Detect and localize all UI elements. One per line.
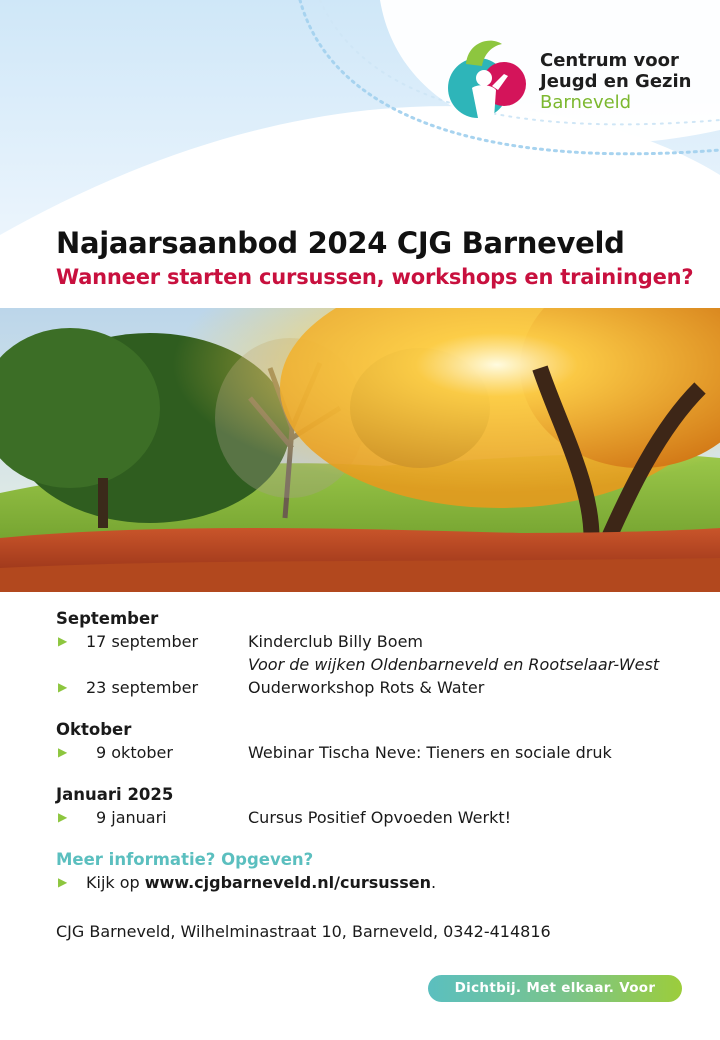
event-title: Cursus Positief Opvoeden Werkt! [248,808,512,827]
cjg-logo [442,36,702,126]
event-date: 23 september [86,678,199,697]
play-arrow-icon: ▶ [58,875,68,889]
info-text [86,871,436,894]
event-title: Webinar Tischa Neve: Tieners en sociale druk [248,743,612,762]
list-item [56,741,696,764]
event-note [56,653,696,676]
info-suffix: . [430,873,437,892]
info-prefix: Kijk op [86,873,145,892]
logo-line-2: Jeugd en Gezin [540,71,692,92]
page-subtitle: Wanneer starten cursussen, workshops en trainingen? [56,265,694,289]
info-line [56,871,696,894]
play-arrow-icon: ▶ [58,745,68,759]
cjg-logo-icon [442,36,532,126]
schedule [56,608,696,894]
autumn-park-photo [0,308,720,592]
slogan-badge: Dichtbij. Met elkaar. Voor elkaar. [428,975,682,1002]
event-date: 9 januari [96,808,167,827]
page-title: Najaarsaanbod 2024 CJG Barneveld [56,226,625,260]
month-heading-januari: Januari 2025 [56,785,174,804]
list-item [56,676,696,699]
event-date: 17 september [86,632,199,651]
logo-line-3: Barneveld [540,92,632,113]
list-item [56,630,696,653]
play-arrow-icon: ▶ [58,634,68,648]
logo-line-1: Centrum voor [540,50,679,71]
info-heading: Meer informatie? Opgeven? [56,850,314,869]
event-note-text: Voor de wijken Oldenbarneveld en Rootselaar-West [248,655,660,674]
month-heading-september: September [56,609,159,628]
play-arrow-icon: ▶ [58,810,68,824]
play-arrow-icon: ▶ [58,680,68,694]
event-date: 9 oktober [96,743,173,762]
list-item [56,806,696,829]
address: CJG Barneveld, Wilhelminastraat 10, Barneveld, 0342-414816 [56,922,551,941]
event-title: Ouderworkshop Rots & Water [248,678,485,697]
logo-text [540,50,692,113]
event-title: Kinderclub Billy Boem [248,632,423,651]
month-heading-oktober: Oktober [56,720,132,739]
info-url-link[interactable]: www.cjgbarneveld.nl/cursussen [144,873,431,892]
